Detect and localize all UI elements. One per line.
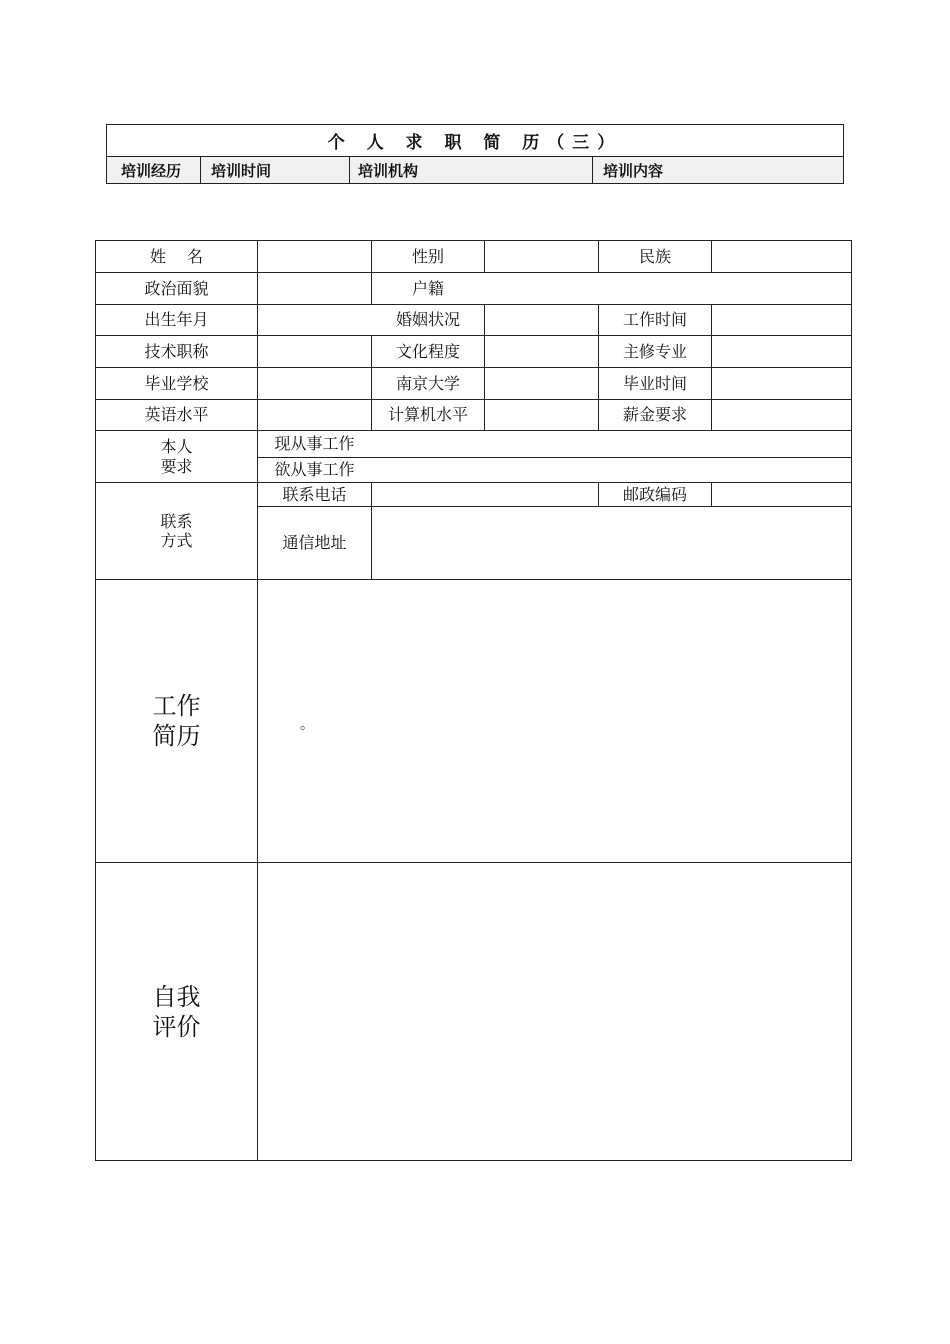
work-history-label-line2: 简历 [152, 722, 201, 750]
ethnicity-value[interactable] [712, 241, 851, 272]
current-job-label: 现从事工作 [274, 434, 355, 454]
ethnicity-label: 民族 [638, 246, 671, 266]
birth-date-label: 出生年月 [144, 310, 209, 330]
self-evaluation-label-line2: 评价 [152, 1012, 201, 1041]
graduation-school-label: 毕业学校 [144, 373, 209, 393]
postal-code-label: 邮政编码 [622, 484, 687, 504]
address-value[interactable] [372, 507, 851, 579]
self-evaluation-content[interactable] [258, 863, 851, 1160]
work-history-label-line1: 工作 [152, 692, 201, 720]
graduation-time-value[interactable] [712, 368, 851, 399]
english-level-label: 英语水平 [144, 405, 209, 425]
contact-label-line1: 联系 [160, 511, 193, 531]
self-evaluation-label-line1: 自我 [152, 982, 201, 1011]
training-table [106, 124, 844, 184]
technical-title-label: 技术职称 [144, 341, 209, 361]
header-training-institution: 培训机构 [350, 157, 593, 183]
contact-label-line2: 方式 [160, 531, 193, 550]
header-training-experience: 培训经历 [107, 157, 201, 183]
self-evaluation-label [96, 863, 257, 1160]
gender-label: 性别 [411, 246, 444, 266]
current-job-value[interactable] [372, 431, 851, 457]
political-status-value[interactable] [258, 273, 371, 304]
personal-requirements-label [96, 431, 257, 482]
work-time-value[interactable] [712, 305, 851, 335]
computer-level-label: 计算机水平 [387, 405, 468, 425]
name-label: 姓 名 [149, 246, 204, 266]
phone-label: 联系电话 [282, 484, 347, 504]
salary-value[interactable] [712, 400, 851, 430]
contact-label [96, 483, 257, 579]
major-value[interactable] [712, 336, 851, 367]
header-training-time: 培训时间 [201, 157, 350, 183]
phone-value[interactable] [372, 483, 598, 506]
resume-table [95, 240, 852, 1161]
work-history-text: 。 [300, 717, 314, 733]
marital-status-label: 婚姻状况 [395, 310, 460, 330]
salary-label: 薪金要求 [622, 405, 687, 425]
graduation-school-value[interactable]: 南京大学 [395, 373, 460, 393]
desired-job-value[interactable] [372, 458, 851, 482]
work-time-label: 工作时间 [622, 310, 687, 330]
computer-level-value[interactable] [485, 400, 598, 430]
major-label: 主修专业 [622, 341, 687, 361]
work-history-label [96, 580, 257, 862]
work-history-content[interactable] [258, 580, 851, 862]
gender-value[interactable] [485, 241, 598, 272]
education-label: 文化程度 [395, 341, 460, 361]
resume-title: 个 人 求 职 简 历（三） [107, 125, 843, 157]
technical-title-value[interactable] [258, 336, 371, 367]
marital-status-value[interactable] [485, 305, 598, 335]
address-label: 通信地址 [282, 533, 347, 553]
hukou-value[interactable] [485, 273, 851, 304]
header-training-content: 培训内容 [593, 157, 843, 183]
english-level-value[interactable] [258, 400, 371, 430]
name-value[interactable] [258, 241, 371, 272]
personal-requirements-label-line2: 要求 [160, 456, 193, 476]
graduation-time-label: 毕业时间 [622, 373, 687, 393]
political-status-label: 政治面貌 [144, 278, 209, 298]
desired-job-label: 欲从事工作 [274, 460, 355, 480]
hukou-label: 户籍 [411, 278, 444, 298]
personal-requirements-label-line1: 本人 [160, 437, 193, 457]
postal-code-value[interactable] [712, 483, 851, 506]
education-value[interactable] [485, 336, 598, 367]
birth-date-value[interactable] [258, 305, 371, 335]
